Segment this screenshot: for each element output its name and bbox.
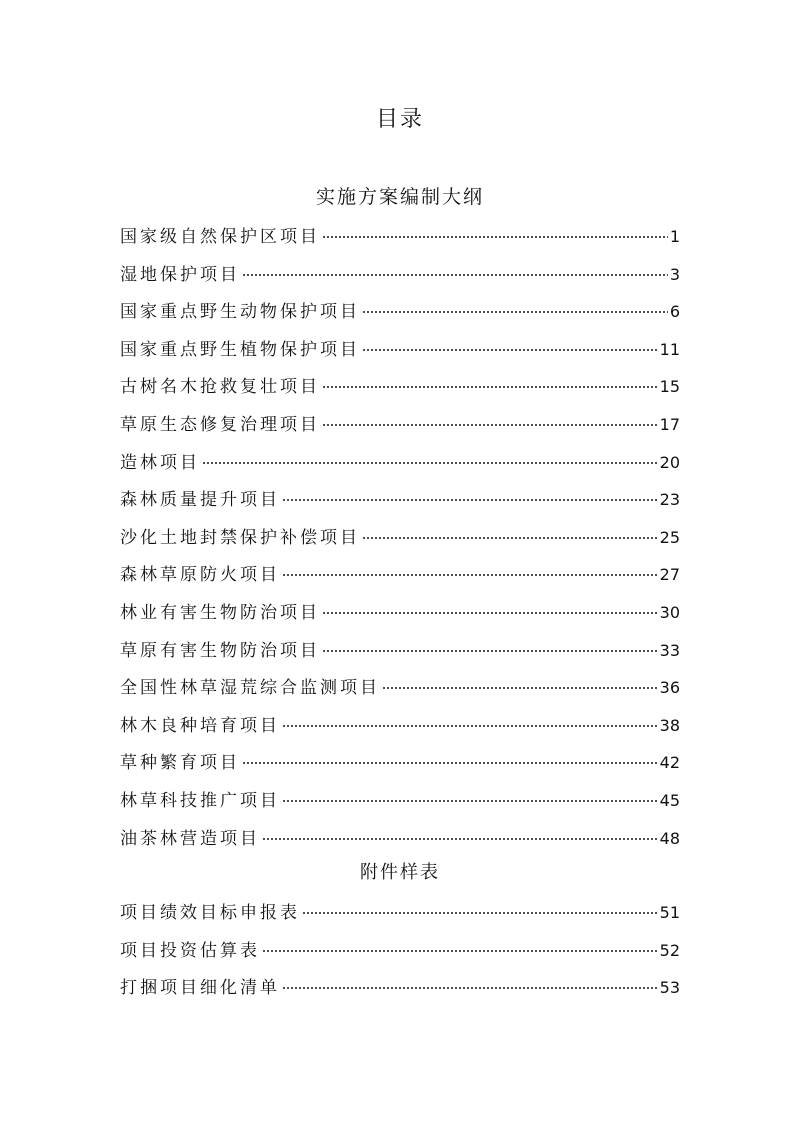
toc-entry-page: 1 [669,227,680,246]
toc-entry[interactable] [120,598,680,636]
toc-entry-page: 25 [659,527,680,547]
toc-entry-title: 项目投资估算表 [120,940,260,961]
toc-entry[interactable] [120,786,680,824]
toc-entry[interactable] [120,560,680,598]
section-heading-outline: 实施方案编制大纲 [315,186,484,208]
toc-entry-page: 51 [659,903,680,922]
toc-entry-page: 23 [659,490,680,510]
toc-entry[interactable] [120,673,680,711]
dot-leader [242,274,668,276]
toc-entry-page: 52 [659,940,680,960]
dot-leader [382,687,658,689]
toc-list-appendix [120,898,680,1011]
dot-leader [322,236,668,238]
toc-entry[interactable] [120,222,680,260]
toc-entry-title: 林业有害生物防治项目 [120,602,320,623]
dot-leader [282,574,658,576]
section-heading-appendix: 附件样表 [360,862,440,883]
toc-entry-title: 打捆项目细化清单 [120,978,280,999]
dot-leader [262,838,658,840]
dot-leader [202,462,658,464]
dot-leader [282,725,658,727]
toc-entry[interactable] [120,898,680,936]
toc-entry-title: 国家级自然保护区项目 [120,227,320,247]
toc-entry-title: 林草科技推广项目 [120,790,280,811]
dot-leader [242,762,658,764]
dot-leader [262,950,658,952]
toc-entry[interactable] [120,636,680,674]
toc-entry-page: 17 [659,414,680,434]
toc-entry-title: 沙化土地封禁保护补偿项目 [120,527,360,548]
toc-entry-page: 42 [659,753,680,773]
dot-leader [322,612,658,614]
dot-leader [282,987,658,989]
dot-leader [362,537,658,539]
toc-entry-page: 36 [659,678,680,698]
toc-entry[interactable] [120,485,680,523]
toc-entry-title: 项目绩效目标申报表 [120,903,300,923]
toc-entry-title: 草原生态修复治理项目 [120,414,320,435]
toc-entry[interactable] [120,335,680,373]
dot-leader [302,912,658,914]
toc-entry-page: 45 [659,790,680,810]
toc-entry-title: 全国性林草湿荒综合监测项目 [120,678,380,699]
toc-entry[interactable] [120,410,680,448]
toc-entry[interactable] [120,448,680,486]
toc-entry[interactable] [120,936,680,974]
toc-entry-page: 15 [659,377,680,397]
toc-entry-page: 6 [669,302,680,322]
toc-entry-title: 湿地保护项目 [120,264,240,285]
dot-leader [282,800,658,802]
dot-leader [322,424,658,426]
toc-entry-title: 森林质量提升项目 [120,490,280,511]
page-title: 目录 [375,107,424,132]
toc-entry-title: 草原有害生物防治项目 [120,640,320,661]
dot-leader [362,311,668,313]
toc-entry-page: 27 [659,565,680,585]
toc-entry[interactable] [120,973,680,1011]
toc-entry-page: 33 [659,640,680,660]
toc-list-outline [120,222,680,861]
toc-entry[interactable] [120,297,680,335]
toc-entry-page: 3 [669,264,680,284]
toc-entry-title: 草种繁育项目 [120,753,240,774]
toc-entry[interactable] [120,372,680,410]
dot-leader [322,386,658,388]
toc-entry[interactable] [120,748,680,786]
toc-entry-page: 20 [659,452,680,472]
toc-entry[interactable] [120,260,680,298]
toc-entry-title: 造林项目 [120,452,200,473]
toc-entry-title: 油茶林营造项目 [120,828,260,849]
dot-leader [362,349,658,351]
toc-entry[interactable] [120,523,680,561]
toc-entry-page: 48 [659,828,680,848]
toc-entry-title: 古树名木抢救复壮项目 [120,377,320,398]
toc-entry-title: 国家重点野生动物保护项目 [120,302,360,323]
toc-entry-title: 森林草原防火项目 [120,565,280,586]
toc-entry-page: 11 [659,339,680,359]
toc-entry[interactable] [120,824,680,862]
toc-entry[interactable] [120,711,680,749]
toc-entry-page: 53 [659,978,680,998]
toc-entry-page: 38 [659,715,680,735]
toc-entry-page: 30 [659,602,680,622]
toc-entry-title: 国家重点野生植物保护项目 [120,339,360,360]
toc-entry-title: 林木良种培育项目 [120,715,280,736]
dot-leader [282,499,658,501]
dot-leader [322,650,658,652]
